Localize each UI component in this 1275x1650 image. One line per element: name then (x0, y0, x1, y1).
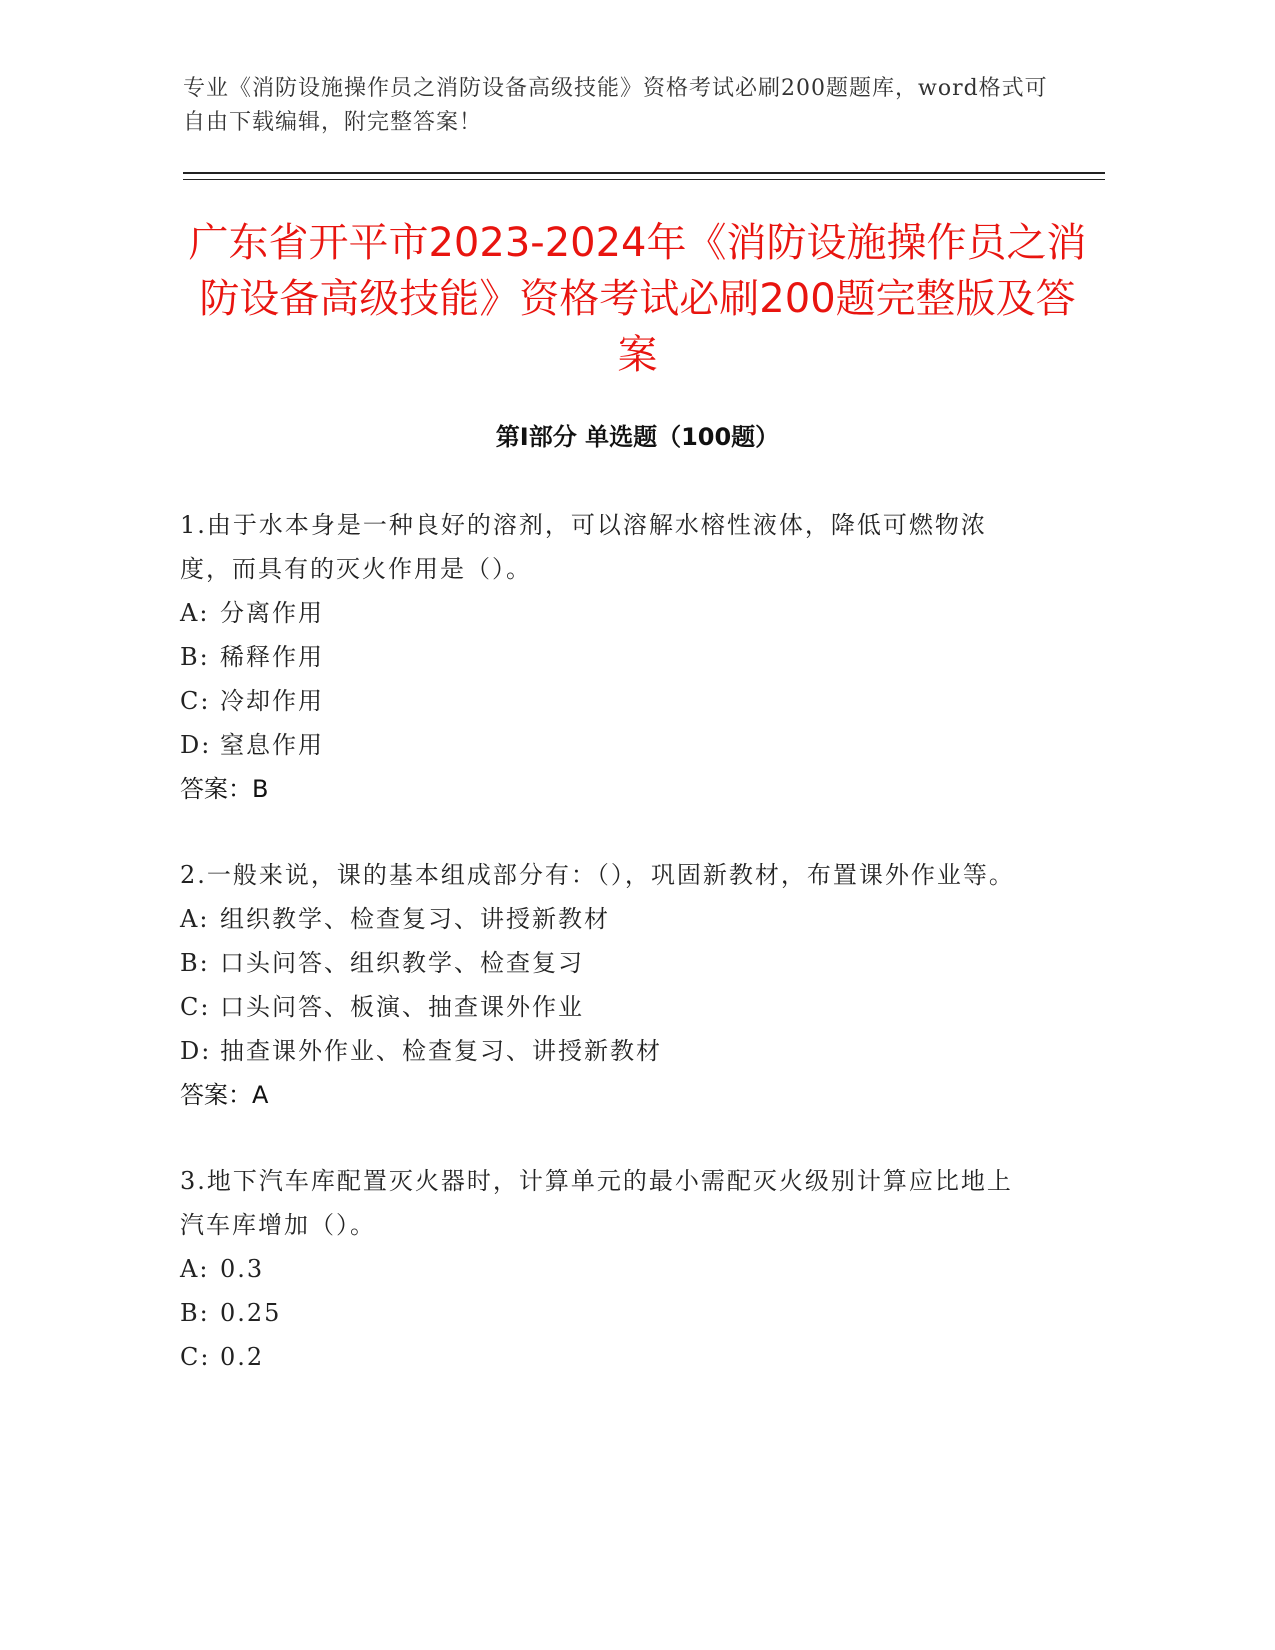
question-stem: 3.地下汽车库配置灭火器时，计算单元的最小需配灭火级别计算应比地上汽车库增加（）。 (180, 1167, 1013, 1239)
option-letter: C: (180, 1343, 211, 1371)
option-letter: B: (180, 949, 210, 977)
option-text: 冷却作用 (220, 687, 324, 715)
option-letter: B: (180, 643, 210, 671)
question-1 (180, 503, 1020, 811)
section-title: 第Ⅰ部分 单选题（100题） (495, 423, 780, 451)
header-rule-thin (183, 179, 1105, 180)
option-text: 口头问答、板演、抽查课外作业 (220, 993, 584, 1021)
option-a (180, 1247, 1020, 1291)
option-c (180, 1335, 1020, 1379)
option-letter: C: (180, 993, 211, 1021)
option-text: 口头问答、组织教学、检查复习 (220, 949, 584, 977)
header-rule-thick (183, 172, 1105, 174)
option-d (180, 1029, 1020, 1073)
answer-line: 答案：A (180, 1081, 269, 1109)
option-a (180, 591, 1020, 635)
option-text: 抽查课外作业、检查复习、讲授新教材 (220, 1037, 662, 1065)
option-text: 稀释作用 (220, 643, 324, 671)
option-letter: D: (180, 1037, 212, 1065)
question-stem: 1.由于水本身是一种良好的溶剂，可以溶解水榕性液体，降低可燃物浓度，而具有的灭火作用是（）。 (180, 511, 987, 583)
option-b (180, 1291, 1020, 1335)
answer-line: 答案：B (180, 775, 269, 803)
option-b (180, 635, 1020, 679)
option-letter: A: (180, 1255, 210, 1283)
option-text: 分离作用 (220, 599, 324, 627)
option-c (180, 985, 1020, 1029)
option-letter: A: (180, 599, 210, 627)
option-letter: A: (180, 905, 210, 933)
option-text: 0.25 (220, 1299, 282, 1327)
option-text: 0.3 (220, 1255, 265, 1283)
option-letter: C: (180, 687, 211, 715)
question-list (180, 503, 1020, 1421)
option-letter: B: (180, 1299, 210, 1327)
question-stem: 2.一般来说，课的基本组成部分有：（），巩固新教材，布置课外作业等。 (180, 861, 1015, 889)
question-3 (180, 1159, 1020, 1379)
option-text: 窒息作用 (220, 731, 324, 759)
option-d (180, 723, 1020, 767)
option-c (180, 679, 1020, 723)
header-note: 专业《消防设施操作员之消防设备高级技能》资格考试必刷200题题库，word格式可自由下载编辑，附完整答案！ (183, 76, 1048, 135)
option-text: 组织教学、检查复习、讲授新教材 (220, 905, 610, 933)
document-title: 广东省开平市2023-2024年《消防设施操作员之消防设备高级技能》资格考试必刷200题完整版及答案 (188, 220, 1087, 378)
option-letter: D: (180, 731, 212, 759)
option-text: 0.2 (220, 1343, 265, 1371)
option-a (180, 897, 1020, 941)
option-b (180, 941, 1020, 985)
question-2 (180, 853, 1020, 1117)
